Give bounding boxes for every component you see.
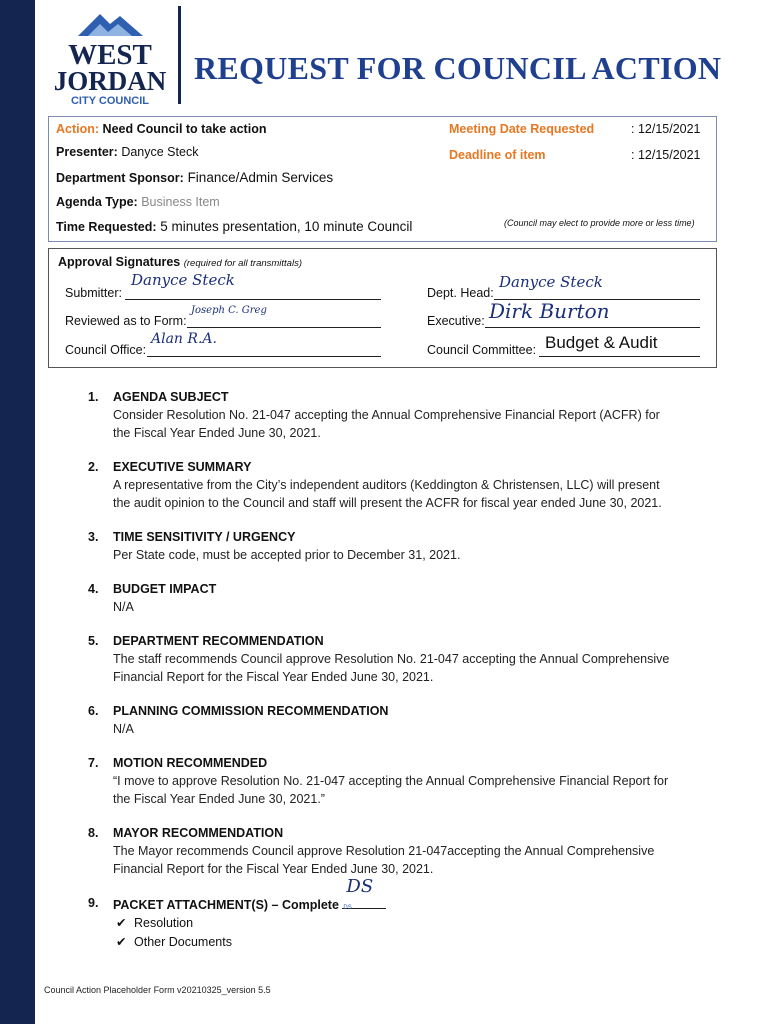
agenda-type-label: Agenda Type: [56, 195, 138, 209]
submitter-label: Submitter: [65, 286, 122, 300]
time-requested-label: Time Requested: [56, 220, 157, 234]
council-office-signature: Alan R.A. [151, 331, 217, 347]
packet-initials: DS [346, 876, 374, 897]
packet-initials-tag: DS [343, 905, 352, 911]
section-agenda-subject [88, 388, 708, 442]
presenter-label: Presenter: [56, 145, 118, 159]
section-number: 6. [88, 704, 99, 718]
section-title: PLANNING COMMISSION RECOMMENDATION [113, 704, 389, 718]
section-body-line: Financial Report for the Fiscal Year Ended June 30, 2021. [113, 670, 434, 684]
section-mayor-recommendation [88, 824, 708, 878]
page-title: REQUEST FOR COUNCIL ACTION [194, 50, 722, 86]
presenter-row [56, 145, 198, 159]
section-body-line: “I move to approve Resolution No. 21-047 accepting the Annual Comprehensive Financial Report for [113, 774, 669, 788]
approval-signatures-box [48, 248, 717, 368]
approval-heading: Approval Signatures [58, 255, 181, 269]
section-title: BUDGET IMPACT [113, 582, 217, 596]
section-title: AGENDA SUBJECT [113, 390, 229, 404]
section-title: DEPARTMENT RECOMMENDATION [113, 634, 324, 648]
checkmark-icon: ✔ [116, 935, 127, 949]
council-office-signature-line[interactable] [147, 356, 381, 357]
dept-head-label: Dept. Head: [427, 286, 494, 300]
section-packet-attachments [88, 876, 708, 952]
council-committee-label: Council Committee: [427, 343, 537, 357]
section-body-line: Per State code, must be accepted prior to December 31, 2021. [113, 548, 461, 562]
council-committee-line[interactable] [539, 356, 700, 357]
logo-jordan: JORDAN [53, 66, 167, 96]
section-body-line: the Fiscal Year Ended June 30, 2021. [113, 426, 321, 440]
section-body-line: Consider Resolution No. 21-047 accepting the Annual Comprehensive Financial Report (ACFR) for [113, 408, 660, 422]
west-jordan-logo [48, 8, 173, 106]
packet-title: PACKET ATTACHMENT(S) – Complete [113, 898, 339, 912]
submitter-signature: Danyce Steck [131, 271, 235, 289]
section-body-line: The Mayor recommends Council approve Resolution 21-047accepting the Annual Comprehensive [113, 844, 655, 858]
request-info-box [48, 116, 717, 242]
executive-signature-line[interactable] [485, 327, 700, 328]
section-motion-recommended [88, 754, 708, 808]
section-planning-commission [88, 702, 708, 738]
section-title: MAYOR RECOMMENDATION [113, 826, 284, 840]
section-body-line: N/A [113, 722, 134, 736]
section-title: EXECUTIVE SUMMARY [113, 460, 252, 474]
meeting-date-value: : 12/15/2021 [631, 122, 701, 136]
executive-signature: Dirk Burton [489, 299, 610, 323]
section-body-line: the audit opinion to the Council and staff will present the ACFR for fiscal year ended June 30, 2021. [113, 496, 662, 510]
section-body-line: N/A [113, 600, 134, 614]
section-number: 3. [88, 530, 99, 544]
section-number: 8. [88, 826, 99, 840]
time-requested-row [56, 219, 412, 234]
deadline-value: : 12/15/2021 [631, 148, 701, 162]
agenda-type-row [56, 195, 220, 209]
section-number: 1. [88, 390, 99, 404]
council-office-label: Council Office: [65, 343, 147, 357]
section-number: 7. [88, 756, 99, 770]
time-note: (Council may elect to provide more or less time) [504, 218, 695, 228]
section-title: TIME SENSITIVITY / URGENCY [113, 530, 296, 544]
time-requested-value: 5 minutes presentation, 10 minute Council [160, 219, 413, 234]
section-budget-impact [88, 580, 708, 616]
section-time-sensitivity [88, 528, 708, 564]
section-body-line: the Fiscal Year Ended June 30, 2021.” [113, 792, 325, 806]
submitter-signature-line[interactable] [125, 299, 381, 300]
checkmark-icon: ✔ [116, 916, 127, 930]
section-number: 5. [88, 634, 99, 648]
meeting-date-label: Meeting Date Requested [449, 122, 595, 136]
packet-initials-field[interactable] [342, 876, 386, 911]
approval-heading-row [58, 255, 302, 269]
section-department-recommendation [88, 632, 708, 686]
left-accent-bar [0, 0, 35, 1024]
reviewed-signature: Joseph C. Greg [191, 305, 267, 316]
deadline-label: Deadline of item [449, 148, 546, 162]
section-number: 9. [88, 896, 99, 910]
action-row [56, 122, 266, 136]
executive-label: Executive: [427, 314, 485, 328]
dept-sponsor-label: Department Sponsor: [56, 171, 184, 185]
logo-city-council: CITY COUNCIL [70, 95, 150, 106]
section-body-line: The staff recommends Council approve Resolution No. 21-047 accepting the Annual Comprehensive [113, 652, 670, 666]
attachment-item-other-documents: ✔ Other Documents [116, 933, 708, 952]
logo-west: WEST [68, 39, 152, 71]
reviewed-as-to-form-label: Reviewed as to Form: [65, 314, 187, 328]
approval-heading-note: (required for all transmittals) [183, 258, 302, 269]
agenda-type-value: Business Item [141, 195, 220, 209]
section-body-line: A representative from the City’s independent auditors (Keddington & Christensen, LLC) will present [113, 478, 660, 492]
form-version-footer: Council Action Placeholder Form v20210325_version 5.5 [44, 985, 271, 995]
section-title [113, 876, 708, 914]
attachment-item-resolution: ✔ Resolution [116, 914, 708, 933]
action-label: Action: [56, 122, 100, 136]
council-committee-value: Budget & Audit [545, 333, 658, 352]
section-number: 2. [88, 460, 99, 474]
section-executive-summary [88, 458, 708, 512]
numbered-sections [88, 388, 708, 968]
logo-divider [178, 6, 181, 104]
dept-sponsor-row [56, 170, 333, 185]
reviewed-signature-line[interactable] [187, 327, 381, 328]
action-value: Need Council to take action [102, 122, 267, 136]
section-number: 4. [88, 582, 99, 596]
dept-sponsor-value: Finance/Admin Services [187, 170, 334, 185]
dept-head-signature: Danyce Steck [499, 273, 603, 291]
section-title: MOTION RECOMMENDED [113, 756, 268, 770]
section-body-line: Financial Report for the Fiscal Year Ended June 30, 2021. [113, 862, 434, 876]
presenter-value: Danyce Steck [121, 145, 199, 159]
